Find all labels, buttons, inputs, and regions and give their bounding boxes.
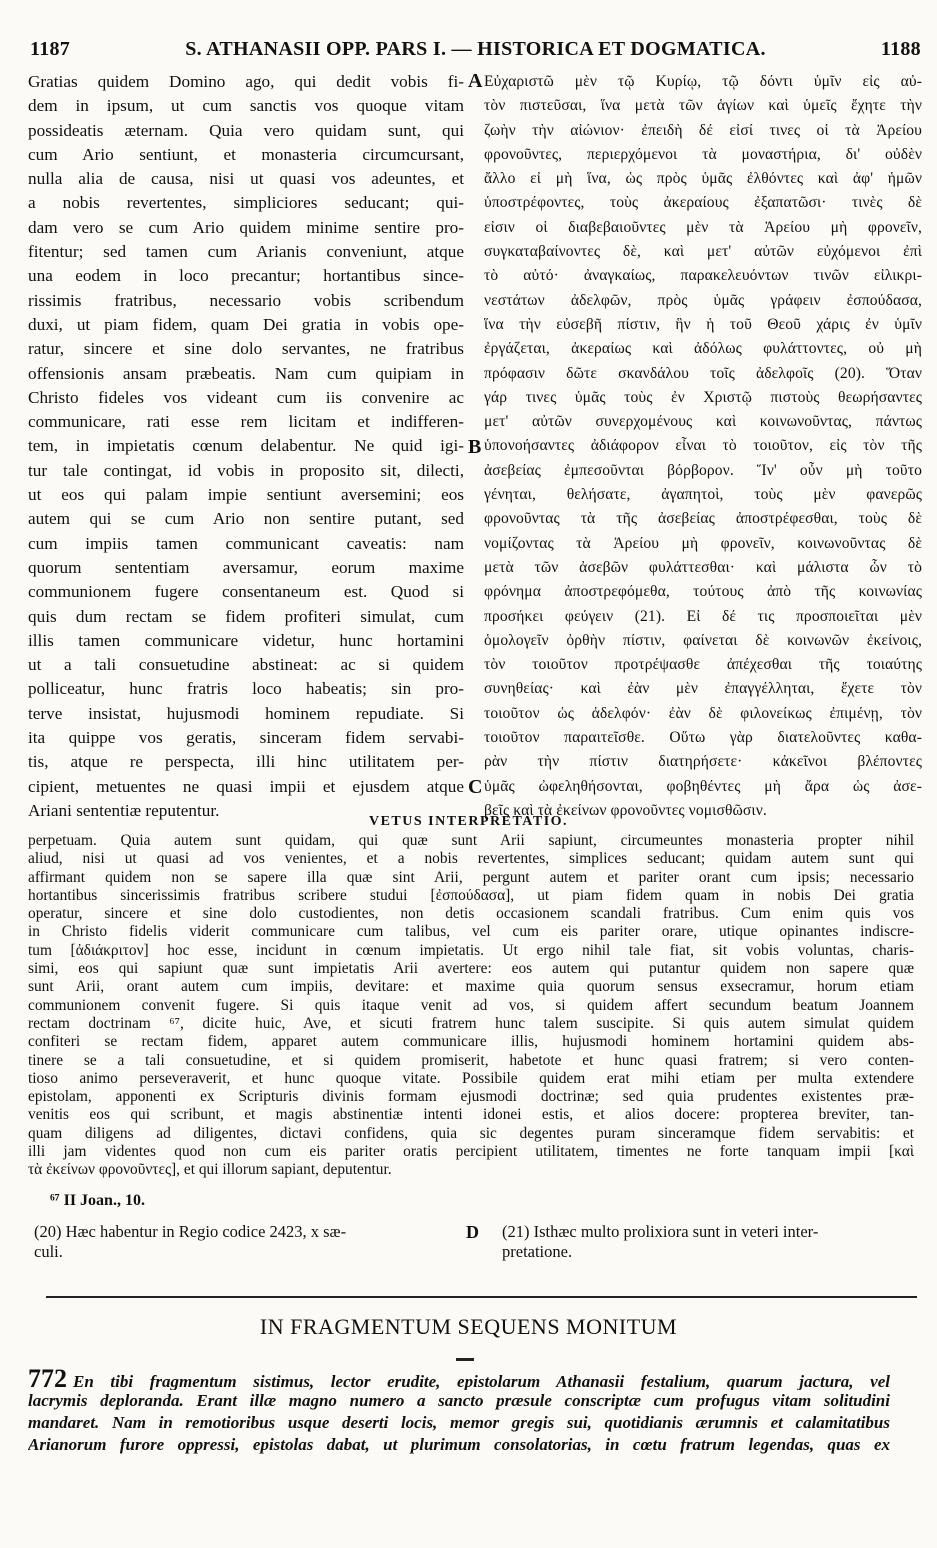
- latin-line: tur tale contingat, id vobis in proposito sit, dilecti,: [28, 460, 464, 480]
- vetus-line: tum [ἀδιάκριτον] hoc esse, incidunt in cœnum impietatis. Ut ergo nihil tale fiat, sit vobis voluntas, charis-: [28, 941, 914, 959]
- monitum-line-text: En tibi fragmentum sistimus, lector erudite, epistolarum Athanasii festalium, quarum jactura, vel: [73, 1372, 890, 1390]
- latin-line: Ariani sententiæ reputentur.: [28, 800, 220, 820]
- greek-line: φρονοῦντας τὰ τῆς ἀσεβείας ἀποστρέφεσθαι, τοὺς δὲ: [484, 510, 922, 528]
- latin-line: ita quippe vos geratis, sinceram fidem servabi-: [28, 728, 464, 748]
- section-title: IN FRAGMENTUM SEQUENS MONITUM: [259, 1314, 678, 1339]
- latin-line: offensionis ansam præbeatis. Nam cum quipiam in: [28, 363, 464, 383]
- greek-line: γάρ τινες ὑμᾶς τοὺς ἐν Χριστῷ πιστοὺς θεωρήσαντες: [484, 388, 922, 406]
- latin-line: communicare, rati esse rem licitam et indifferen-: [28, 412, 464, 432]
- vetus-line: affirmant quidem non se sapere illa quæ sint Arii, pergunt autem et pariter orant cum ipsis; necessario: [28, 868, 914, 886]
- latin-line: cum impiis tamen communicant caveatis: nam: [28, 533, 464, 553]
- latin-line: quorum sententiam aversamur, eorum maxime: [28, 557, 464, 577]
- greek-line: μετὰ τῶν ἀσεβῶν φυλάττεσθαι· καὶ μάλιστα ὧν τὸ: [484, 558, 922, 576]
- note-line: culi.: [34, 1242, 63, 1261]
- vetus-line: aliud, nisi ut quasi ad vos venientes, et a nobis revertentes, simplices seducant; quidam autem sunt qui: [28, 850, 914, 868]
- vetus-line: in Christo fidelis viderit communicare cum talibus, vel cum eis pariter orare, utique opinantes indiscre-: [28, 923, 914, 941]
- title-dash: [456, 1358, 474, 1361]
- latin-line: autem qui se cum Ario non sentire putant, sed: [28, 509, 464, 529]
- latin-line: terve insistat, hujusmodi hominem repudiate. Si: [28, 703, 464, 723]
- greek-line: τὸν πιστεῦσαι, ἵνα μετὰ τῶν ἁγίων καὶ ὑμεῖς ἔχητε τὴν: [484, 97, 922, 115]
- vetus-line: tinere se a tali consuetudine, et si quidem promiserit, habetote et hunc quasi fratrem; si vero conten-: [28, 1051, 914, 1069]
- greek-line: τὸ αὐτό· ἀναγκαίως, παρακελευόντων τινῶν εἰλικρι-: [484, 267, 922, 285]
- greek-line: νομίζοντας τὰ Ἀρείου μὴ φρονεῖν, κοινωνοῦντας δὲ: [484, 534, 922, 552]
- monitum-line: mandaret. Nam in remotioribus usque deserti locis, memor gregis sui, quotidianis ærumnis et calamitatibus: [28, 1413, 890, 1432]
- greek-line: ἵνα τὴν εὐσεβῆ πίστιν, ἣν ἡ τοῦ Θεοῦ χάρις ἐν ὑμῖν: [484, 315, 922, 333]
- vetus-line: confiteri se rectam fidem, apparet autem communicare illis, hujusmodi hominem hortamini quidem abs-: [28, 1033, 914, 1051]
- vetus-line: tioso animo perseveraverit, et hunc quoque vitate. Possibile quidem erat mihi etiam per multa extendere: [28, 1069, 914, 1087]
- latin-line: dem in ipsum, ut cum sanctis vos quoque vitam: [28, 96, 464, 116]
- latin-line: possideatis æternam. Quia vero quidam sunt, qui: [28, 120, 464, 140]
- latin-line: dam vero se cum Ario quidem minime sentire pro-: [28, 217, 464, 237]
- latin-line: cipient, metuentes ne quasi impii et ejusdem atque: [28, 776, 464, 796]
- vetus-line: hortantibus sincerissimis fratribus scribere studui [ἐσπούδασα], ut piam fidem quam in nobis Dei gratia: [28, 886, 914, 904]
- margin-marker-a: A: [468, 70, 483, 92]
- greek-column: [484, 70, 922, 823]
- latin-line: polliceatur, hunc fratris loco habeatis; sin pro-: [28, 679, 464, 699]
- latin-line: rissimis fratribus, necessario vobis scribendum: [28, 290, 464, 310]
- note-line: (21) Isthæc multo prolixiora sunt in veteri inter-: [502, 1222, 819, 1241]
- greek-line: τοιοῦτον παραιτεῖσθε. Οὕτω γὰρ διατελοῦντες καθα-: [484, 729, 922, 747]
- header-title: S. ATHANASII OPP. PARS I. — HISTORICA ET DOGMATICA.: [185, 38, 766, 60]
- margin-marker-c: C: [468, 776, 483, 798]
- greek-line: φρονοῦντες, περιερχόμενοι τὰ μοναστήρια, δι' οὐδὲν: [484, 145, 922, 163]
- note-line: (20) Hæc habentur in Regio codice 2423, x sæ-: [34, 1222, 347, 1241]
- vetus-interpretatio-text: [28, 832, 914, 1180]
- monitum-number: 772: [28, 1368, 67, 1390]
- greek-line: εἰσιν οἱ διαβεβαιοῦντες μὲν τὰ Ἀρείου μὴ φρονεῖν,: [484, 218, 922, 236]
- page-number-right: 1188: [880, 38, 921, 60]
- vetus-line: operatur, sincere et sine dolo custodientes, non detis occasionem scandali fratribus. Cum enim quis vos: [28, 905, 914, 923]
- greek-line: ἄλλο εἰ μὴ ἵνα, ὡς πρὸς ὑμᾶς ἐλθόντες καὶ ἀφ' ἡμῶν: [484, 170, 922, 188]
- vetus-line: τὰ ἐκείνων φρονοῦντες], et qui illorum sapiant, deputentur.: [28, 1161, 392, 1179]
- greek-line: ὑπονοήσαντες ἀδιάφορον εἶναι τὸ τοιοῦτον, εἰς τὸν τῆς: [484, 437, 922, 455]
- greek-line: Εὐχαριστῶ μὲν τῷ Κυρίῳ, τῷ δόντι ὑμῖν εἰς αὐ-: [484, 73, 922, 90]
- latin-line: tem, in impietatis cœnum delabentur. Ne quid igi-: [28, 436, 464, 456]
- vetus-line: epistolam, apponenti ex Scripturis divinis formam ejusmodi doctrinæ; sed quia prudentes existentes præ-: [28, 1088, 914, 1106]
- monitum-line: Arianorum furore oppressi, epistolas dabat, ut plurimum consolatorias, in cœtu fratrum legendas, quas ex: [28, 1435, 890, 1454]
- page-number-left: 1187: [30, 38, 71, 60]
- greek-line: βεῖς καὶ τὰ ἐκείνων φρονοῦντες νομισθῶσιν.: [484, 801, 767, 819]
- monitum-line: [28, 1368, 890, 1390]
- latin-line: ut a tali consuetudine abstineat: ac si quidem: [28, 655, 464, 675]
- greek-line: νεστάτων ἀδελφῶν, πρὸς ὑμᾶς γράφειν ἐσπούδασα,: [484, 291, 922, 309]
- vetus-line: sunt Arii, orant autem cum impiis, devitare: et maxime quia quorum sensus exsecramur, horum etiam: [28, 978, 914, 996]
- latin-line: fitentur; sed tamen cum Arianis conveniunt, atque: [28, 242, 464, 262]
- latin-line: a nobis revertentes, simpliciores seducant; qui-: [28, 193, 464, 213]
- vetus-line: rectam doctrinam ⁶⁷, dicite huic, Ave, et sicuti fratrem hunc talem suscipite. Si quis autem simulat quidem: [28, 1014, 914, 1032]
- greek-line: φρόνημα ἀποστρεφόμεθα, τούτους ἀπὸ τῆς κοινωνίας: [484, 583, 922, 601]
- greek-line: τοιοῦτον ὡς ἀδελφόν· ἐὰν δὲ φιλονείκως ἐπιμένῃ, τὸν: [484, 704, 922, 722]
- greek-line: ἀσεβείας ἐμπεσοῦνται βόρβορον. Ἵν' οὖν μὴ τοῦτο: [484, 461, 922, 479]
- greek-line: τὸν τοιοῦτον προτρέψασθε ἀπέχεσθαι τῆς τοιαύτης: [484, 656, 922, 674]
- latin-line: quis dum rectam se fidem profiteri simulat, cum: [28, 606, 464, 626]
- margin-marker-b: B: [468, 436, 482, 458]
- greek-line: μετ' αὐτῶν συνερχομένους καὶ κοινωνοῦντας, πάντως: [484, 413, 922, 431]
- greek-line: προσήκει φεύγειν (21). Εἰ δέ τις προσποιεῖται μὲν: [484, 607, 922, 625]
- vetus-line: perpetuam. Quia autem sunt quidam, qui quæ sunt Arii sapiunt, circumeuntes monasteria propter nihil: [28, 832, 914, 849]
- greek-line: ὑποστρέφοντες, τοὺς ἀκεραίους ἐξαπατῶσι· τινὲς δὲ: [484, 194, 922, 212]
- monitum-text: [28, 1368, 890, 1456]
- latin-line: nulla alia de causa, nisi ut quasi vos adeuntes, et: [28, 169, 464, 189]
- running-header: [30, 38, 921, 68]
- latin-line: communionem fugere consentaneum est. Quod si: [28, 582, 464, 602]
- greek-line: συνηθείας· καὶ ἐὰν μὲν ἐπαγγέλληται, ἔχετε τὸν: [484, 680, 922, 698]
- note-20: [34, 1222, 454, 1262]
- latin-column: [28, 70, 464, 823]
- greek-line: ρὰν τὴν πίστιν διατηρήσετε· κἀκεῖνοι βλέποντες: [484, 753, 922, 771]
- latin-line: Gratias quidem Domino ago, qui dedit vobis fi-: [28, 72, 464, 91]
- greek-line: ὁμολογεῖν ὀρθὴν πίστιν, φαίνεται δὲ κοινωνῶν ἐκείνοις,: [484, 631, 922, 649]
- note-line: pretatione.: [502, 1242, 573, 1261]
- vetus-line: illi jam videntes quod non cum eis pariter oratis percipient utilitatem, timentes ne forte tanquam impii [καὶ: [28, 1143, 914, 1161]
- vetus-line: venitis eos qui scribunt, et magis abstinentiæ intenti idonei estis, et alios docere: propterea breviter, tan-: [28, 1106, 914, 1124]
- latin-line: una eodem in loco precantur; hortantibus since-: [28, 266, 464, 286]
- greek-line: γένηται, θελήσατε, ἀγαπητοὶ, τοὺς μὲν φανερῶς: [484, 486, 922, 504]
- vetus-line: quam diligens ad diligentes, dictavi confidens, quia sic degentes puram sinceramque fidem servabitis: et: [28, 1124, 914, 1142]
- latin-line: duxi, ut piam fidem, quam Dei gratia in vobis ope-: [28, 314, 464, 334]
- latin-line: illis tamen communicare videtur, hunc hortamini: [28, 630, 464, 650]
- vetus-line: simi, eos qui sapiunt quæ sunt impietatis Arii avertere: eos autem qui putantur quidem non sapere quæ: [28, 960, 914, 978]
- greek-line: συγκαταβαίνοντες δὲ, καὶ μετ' αὐτῶν εὐχόμενοι ἐπὶ: [484, 243, 922, 261]
- note-21: [502, 1222, 914, 1262]
- latin-line: cum Ario sentiunt, et monasteria circumcursant,: [28, 144, 464, 164]
- vetus-line: communionem convenit fugere. Si quis itaque venit ad vos, si quidem affert secundum beatum Joannem: [28, 996, 914, 1014]
- latin-line: ratur, sincere et sine dolo servantes, ne fratribus: [28, 339, 464, 359]
- footnote-67: ⁶⁷ II Joan., 10.: [50, 1192, 145, 1209]
- vetus-interpretatio-title: VETUS INTERPRETATIO.: [368, 814, 569, 829]
- section-divider: [46, 1296, 917, 1298]
- latin-line: tis, atque re perspecta, illi hinc utilitatem per-: [28, 752, 464, 772]
- greek-line: πρόφασιν δῶτε σκανδάλου τοῖς ἀδελφοῖς (20). Ὅταν: [484, 364, 922, 382]
- latin-line: ut eos qui palam impie sentiunt aversemini; eos: [28, 485, 464, 505]
- greek-line: ἐργάζεται, ἀκεραίως καὶ ἀδόλως φυλάττοντες, οὐ μὴ: [484, 340, 922, 358]
- greek-line: ζωὴν τὴν αἰώνιον· ἐπειδὴ δέ εἰσί τινες οἱ τὰ Ἀρείου: [484, 121, 922, 139]
- margin-marker-d: D: [466, 1222, 479, 1242]
- monitum-line: lacrymis deploranda. Erant illæ magno numero a sancto præsule conscriptæ cum profugus vitam solitudini: [28, 1391, 890, 1410]
- latin-line: Christo fideles vos videant cum iis convenire ac: [28, 387, 464, 407]
- greek-line: ὑμᾶς ὠφεληθήσονται, φοβηθέντες μὴ ἄρα ὡς ἀσε-: [484, 777, 922, 795]
